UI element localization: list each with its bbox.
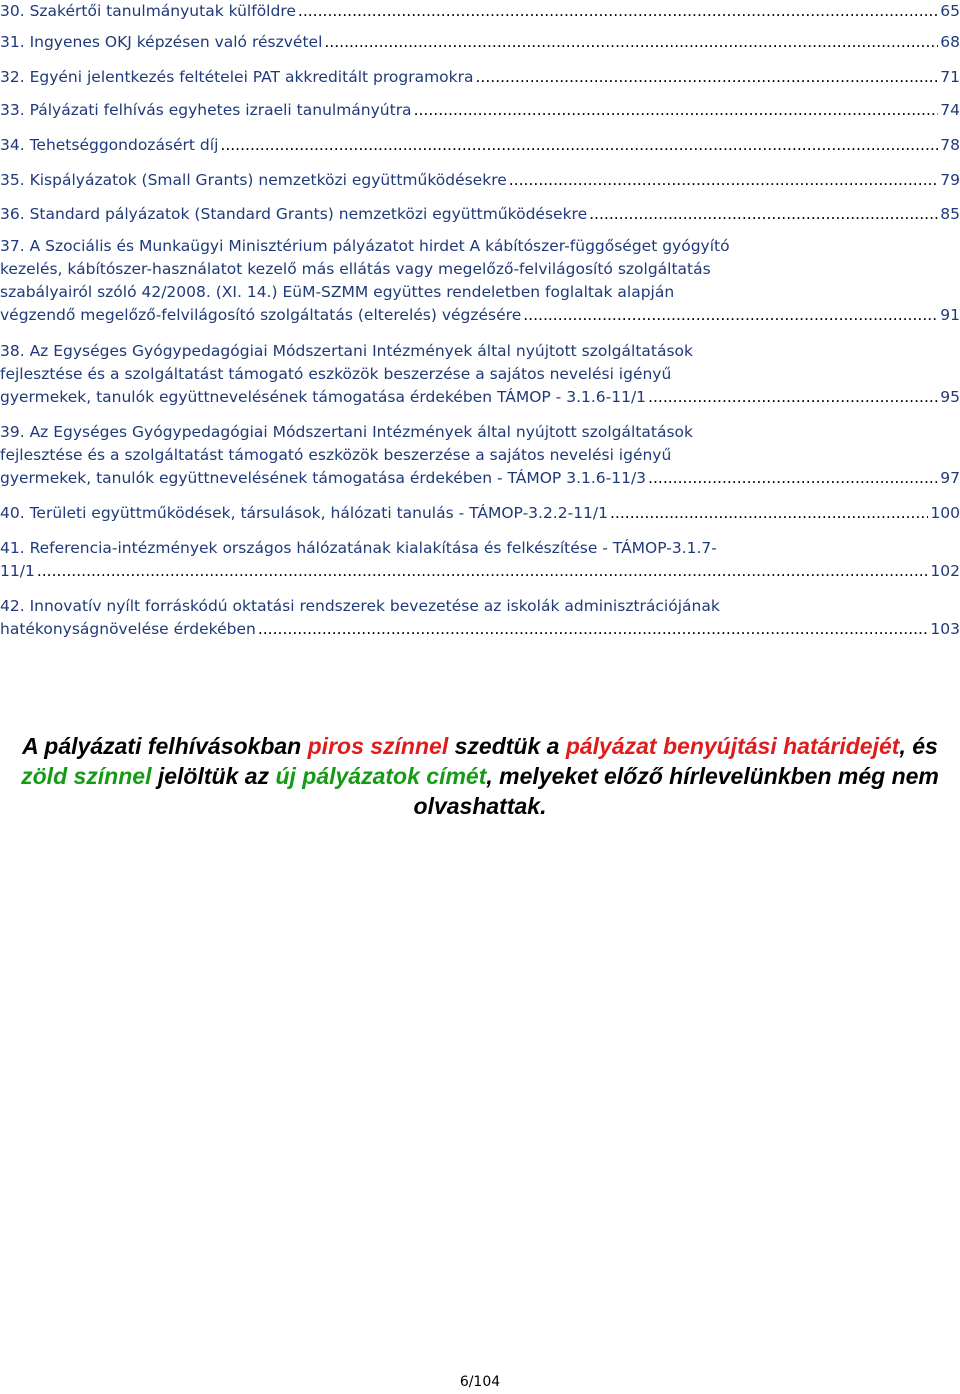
notice-text-1: A pályázati felhívásokban [22, 733, 308, 759]
toc-entry-page: 79 [940, 171, 960, 189]
toc-dot-leader [476, 66, 939, 89]
toc-entry-title: végzendő megelőző-felvilágosító szolgáltatás (elterelés) végzésére [0, 306, 522, 324]
toc-entry-title: szabályairól szóló 42/2008. (XI. 14.) EüM-SZMM együttes rendeletben foglaltak alapján [0, 283, 675, 301]
page-number: 6/104 [459, 1374, 501, 1390]
toc-dot-leader [414, 99, 939, 122]
notice-deadline-label: pályázat benyújtási határidejét [565, 733, 900, 759]
toc-entry-title: 42. Innovatív nyílt forráskódú oktatási rendszerek bevezetése az iskolák adminisztrációjának [0, 597, 720, 615]
toc-entry-line [0, 203, 960, 226]
notice-text-5: , melyeket előző hírlevelünkben még nem olvashattak. [413, 763, 939, 819]
toc-entry[interactable] [0, 340, 960, 409]
toc-entry-page: 91 [940, 306, 960, 324]
toc-dot-leader [37, 560, 929, 583]
toc-entry-title: 36. Standard pályázatok (Standard Grants) nemzetközi együttműködésekre [0, 205, 588, 223]
toc-entry[interactable] [0, 134, 960, 157]
toc-entry[interactable] [0, 203, 960, 226]
toc-entry-page: 100 [930, 504, 960, 522]
notice-new-title-label: új pályázatok címét [275, 763, 487, 789]
toc-entry[interactable] [0, 421, 960, 490]
toc-entry-line [0, 258, 960, 281]
toc-dot-leader [648, 386, 938, 409]
toc-dot-leader [324, 31, 938, 54]
toc-entry-title: fejlesztése és a szolgáltatást támogató eszközök beszerzése a sajátos nevelési igényű [0, 446, 672, 464]
toc-entry[interactable] [0, 31, 960, 54]
toc-entry-line [0, 421, 960, 444]
toc-entry-line [0, 304, 960, 327]
toc-entry-title: kezelés, kábítószer-használatot kezelő más ellátás vagy megelőző-felvilágosító szolgáltatás [0, 260, 711, 278]
toc-entry-title: gyermekek, tanulók együttnevelésének támogatása érdekében - TÁMOP 3.1.6-11/3 [0, 469, 647, 487]
toc-entry-page: 68 [940, 33, 960, 51]
toc-entry-line [0, 502, 960, 525]
toc-entry-line [0, 0, 960, 23]
toc-entry-line [0, 340, 960, 363]
toc-entry-line [0, 444, 960, 467]
toc-entry[interactable] [0, 66, 960, 89]
toc-entry-title: hatékonyságnövelése érdekében [0, 620, 256, 638]
toc-entry[interactable] [0, 169, 960, 192]
toc-entry-title: 32. Egyéni jelentkezés feltételei PAT akkreditált programokra [0, 68, 474, 86]
notice-green-label: zöld színnel [21, 763, 152, 789]
toc-entry-page: 97 [940, 469, 960, 487]
notice-text-4: jelöltük az [151, 763, 276, 789]
toc-entry-page: 78 [940, 136, 960, 154]
toc-entry-line [0, 281, 960, 304]
toc-entry-title: 31. Ingyenes OKJ képzésen való részvétel [0, 33, 323, 51]
notice-text-2: szedtük a [448, 733, 566, 759]
toc-dot-leader [589, 203, 938, 226]
toc-entry-line [0, 235, 960, 258]
toc-entry-line [0, 99, 960, 122]
color-legend-notice [0, 731, 960, 821]
notice-text-3: , és [899, 733, 938, 759]
toc-entry-line [0, 595, 960, 618]
toc-entry-title: 38. Az Egységes Gyógypedagógiai Módszertani Intézmények által nyújtott szolgáltatások [0, 342, 694, 360]
toc-entry-page: 74 [940, 101, 960, 119]
toc-entry-line [0, 169, 960, 192]
toc-entry-title: gyermekek, tanulók együttnevelésének támogatása érdekében TÁMOP - 3.1.6-11/1 [0, 388, 647, 406]
toc-entry-title: 30. Szakértői tanulmányutak külföldre [0, 2, 296, 20]
toc-entry-title: 33. Pályázati felhívás egyhetes izraeli tanulmányútra [0, 101, 412, 119]
toc-entry-title: 34. Tehetséggondozásért díj [0, 136, 219, 154]
toc-entry-line [0, 386, 960, 409]
toc-dot-leader [298, 0, 938, 23]
toc-entry[interactable] [0, 595, 960, 641]
toc-entry-page: 103 [930, 620, 960, 638]
toc-entry-line [0, 66, 960, 89]
toc-entry[interactable] [0, 537, 960, 583]
toc-entry-page: 65 [940, 2, 960, 20]
toc-entry-title: 35. Kispályázatok (Small Grants) nemzetközi együttműködésekre [0, 171, 507, 189]
toc-entry[interactable] [0, 502, 960, 525]
toc-entry-title: 11/1 [0, 562, 35, 580]
toc-entry-title: 40. Területi együttműködések, társulások, hálózati tanulás - TÁMOP-3.2.2-11/1 [0, 504, 608, 522]
toc-dot-leader [509, 169, 939, 192]
toc-entry-title: 37. A Szociális és Munkaügyi Minisztérium pályázatot hirdet A kábítószer-függőséget gyógyító [0, 237, 730, 255]
toc-dot-leader [220, 134, 938, 157]
toc-dot-leader [610, 502, 928, 525]
toc-entry-line [0, 537, 960, 560]
toc-entry-title: fejlesztése és a szolgáltatást támogató eszközök beszerzése a sajátos nevelési igényű [0, 365, 672, 383]
toc-dot-leader [258, 618, 929, 641]
toc-entry-line [0, 31, 960, 54]
toc-entry-line [0, 467, 960, 490]
toc-entry[interactable] [0, 99, 960, 122]
toc-entry-page: 71 [940, 68, 960, 86]
toc-entry-line [0, 618, 960, 641]
toc-entry[interactable] [0, 235, 960, 327]
toc-entry-page: 85 [940, 205, 960, 223]
toc-entry-page: 95 [940, 388, 960, 406]
notice-red-label: piros színnel [307, 733, 449, 759]
toc-entry-line [0, 363, 960, 386]
toc-entry-line [0, 134, 960, 157]
toc-dot-leader [648, 467, 938, 490]
toc-entry-title: 41. Referencia-intézmények országos hálózatának kialakítása és felkészítése - TÁMOP-3.1.7- [0, 539, 717, 557]
toc-entry-line [0, 560, 960, 583]
toc-entry-title: 39. Az Egységes Gyógypedagógiai Módszertani Intézmények által nyújtott szolgáltatások [0, 423, 694, 441]
toc-entry-page: 102 [930, 562, 960, 580]
toc-entry[interactable] [0, 0, 960, 23]
toc-dot-leader [523, 304, 938, 327]
